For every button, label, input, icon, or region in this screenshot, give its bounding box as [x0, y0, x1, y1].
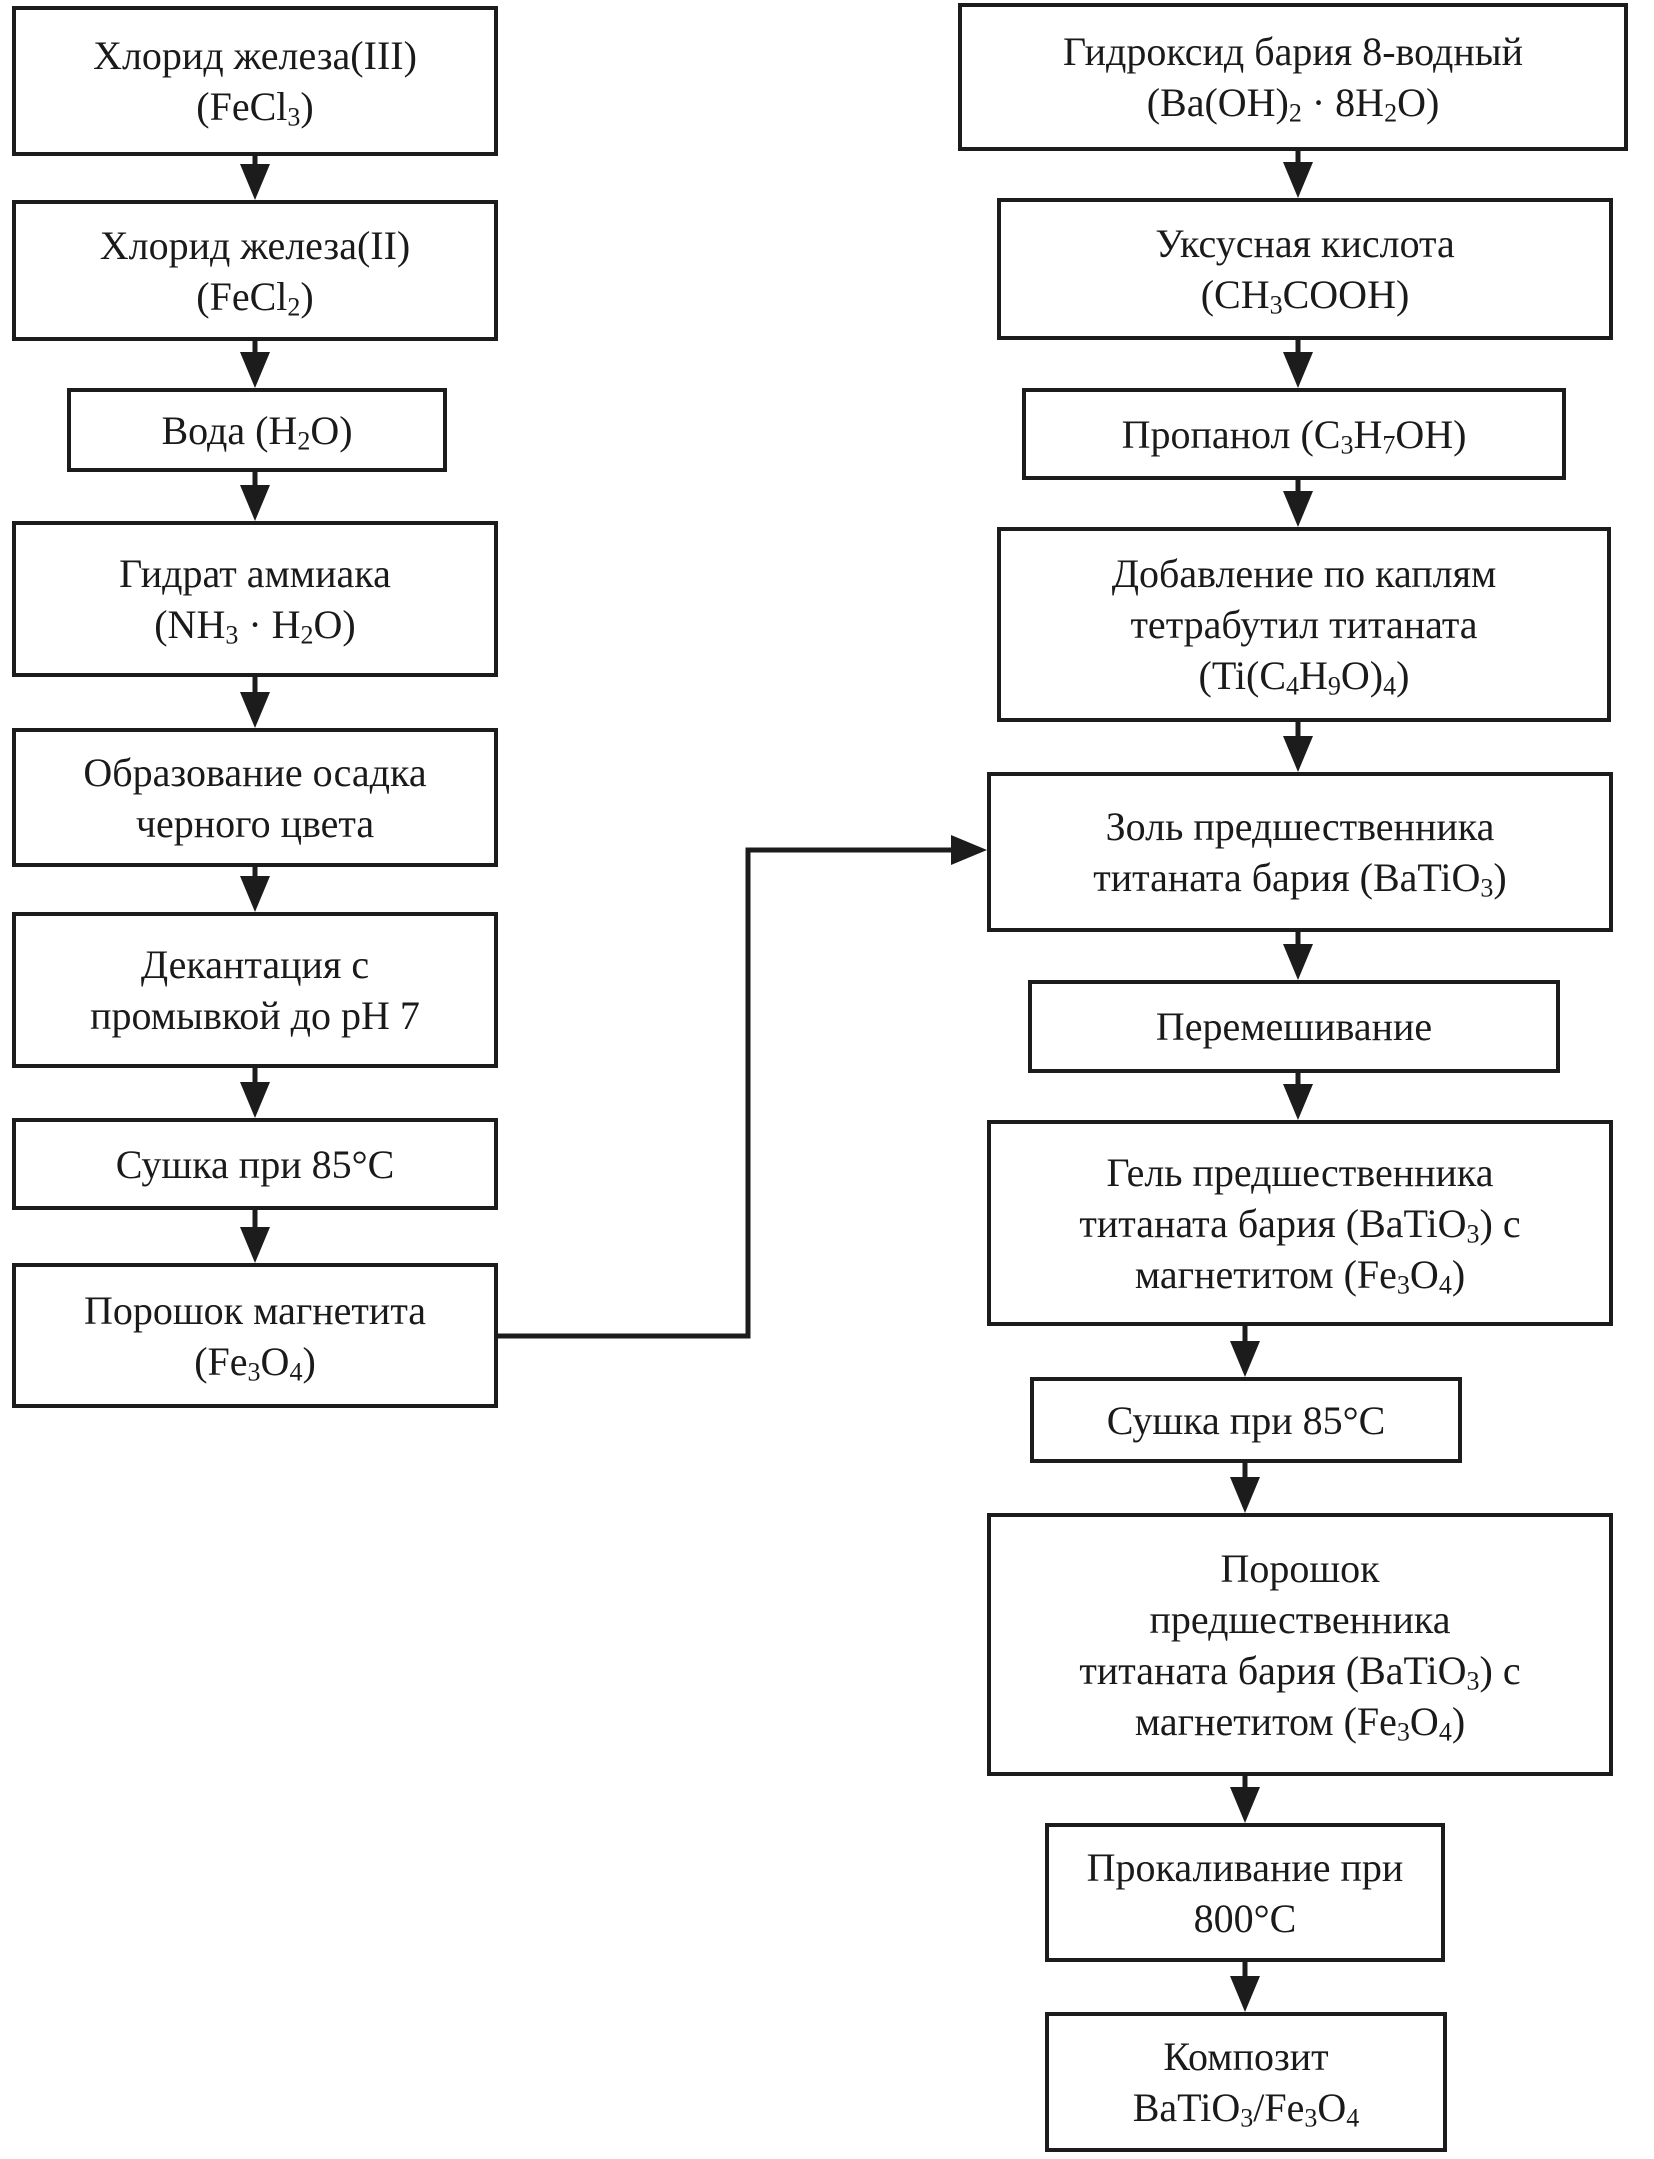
text-segment: · H [238, 602, 301, 647]
flow-line [498, 850, 953, 1336]
formula-subscript: 4 [1438, 1717, 1452, 1747]
text-segment: (Fe [194, 1338, 248, 1384]
text-segment: O) [313, 602, 356, 647]
flow-box-text-line [1156, 1001, 1432, 1052]
text-segment: Гидрат аммиака [119, 551, 391, 596]
text-segment: титаната бария (BaTiO [1079, 1647, 1467, 1693]
flow-box-black-precipitate [12, 728, 498, 867]
text-segment: Уксусная кислота [1155, 221, 1455, 266]
arrow-head [1230, 1477, 1260, 1513]
text-segment: ) [1396, 653, 1410, 698]
formula-subscript: 3 [1304, 2103, 1318, 2133]
text-segment: титаната бария (BaTiO [1093, 855, 1481, 900]
text-segment: черного цвета [135, 800, 375, 846]
flow-box-barium-hydroxide [958, 3, 1628, 151]
arrow-head [1283, 352, 1313, 388]
text-segment: Перемешивание [1155, 1004, 1433, 1049]
formula-subscript: 4 [1438, 1270, 1452, 1300]
flow-box-text-line [1194, 1893, 1297, 1944]
arrow-head [240, 1082, 270, 1118]
arrow-head [240, 692, 270, 728]
flow-box-text-line [1150, 1594, 1451, 1645]
flow-box-text-line [1093, 852, 1506, 903]
flow-box-ammonia-hydrate [12, 521, 498, 677]
text-segment: Сушка при 85°C [115, 1141, 395, 1187]
formula-subscript: 2 [300, 620, 314, 650]
text-segment: Вода (H [161, 407, 298, 453]
text-segment: O) [1397, 80, 1440, 125]
text-segment: (FeCl [196, 84, 288, 129]
arrow-head [1283, 1084, 1313, 1120]
formula-subscript: 4 [1383, 671, 1397, 701]
formula-subscript: 4 [1346, 2103, 1360, 2133]
flow-box-drying-85-left [12, 1118, 498, 1210]
text-segment: Гель предшественника [1106, 1149, 1494, 1195]
text-segment: Образование осадка [83, 749, 427, 795]
text-segment: O [1409, 1251, 1439, 1297]
text-segment: COOH) [1282, 272, 1410, 317]
text-segment: предшественника [1149, 1596, 1451, 1642]
formula-subscript: 2 [1384, 98, 1398, 128]
arrow-head [240, 352, 270, 388]
flow-box-iron3-chloride [12, 6, 498, 156]
arrow-head [240, 164, 270, 200]
text-segment: Золь предшественника [1105, 804, 1495, 849]
text-segment: O [1409, 1698, 1439, 1744]
flow-box-text-line [196, 81, 313, 132]
text-segment: · 8H [1301, 80, 1385, 125]
text-segment: ) [300, 273, 314, 319]
text-segment: O [260, 1338, 290, 1384]
text-segment: ) [1451, 1251, 1466, 1297]
formula-subscript: 2 [297, 426, 311, 456]
formula-subscript: 3 [1340, 430, 1354, 460]
arrow-head [1230, 1341, 1260, 1377]
flow-box-precursor-powder [987, 1513, 1613, 1776]
flow-box-text-line [1135, 1696, 1465, 1747]
text-segment: 800°C [1193, 1895, 1297, 1941]
arrow-head [240, 1227, 270, 1263]
text-segment: Прокаливание при [1086, 1844, 1404, 1890]
arrow-head [1283, 162, 1313, 198]
text-segment: Сушка при 85°C [1106, 1397, 1386, 1443]
formula-subscript: 3 [1480, 873, 1494, 903]
flow-box-decantation-ph7 [12, 912, 498, 1068]
text-segment: Композит [1163, 2034, 1329, 2079]
flow-box-text-line [1122, 409, 1467, 460]
flow-box-text-line [1079, 1198, 1520, 1249]
flow-box-text-line [83, 747, 426, 798]
flow-box-text-line [1155, 218, 1455, 269]
flow-box-acetic-acid [997, 198, 1613, 340]
text-segment: H [1299, 653, 1328, 698]
flow-box-text-line [1199, 650, 1410, 701]
flow-box-calcination-800 [1045, 1823, 1445, 1962]
flow-box-text-line [116, 1139, 395, 1190]
flow-box-text-line [1112, 548, 1497, 599]
flow-box-text-line [1201, 269, 1410, 320]
text-segment: тетрабутил титаната [1130, 602, 1478, 647]
formula-subscript: 3 [1240, 2103, 1254, 2133]
flow-box-text-line [1106, 801, 1495, 852]
flow-box-propanol [1022, 388, 1566, 480]
flow-box-composite-batio3-fe3o4 [1045, 2012, 1447, 2152]
formula-subscript: 3 [1396, 1270, 1410, 1300]
text-segment: O) [310, 407, 353, 453]
text-segment: Хлорид железа(III) [93, 33, 417, 78]
text-segment: Пропанол (C [1121, 411, 1341, 457]
flow-box-iron2-chloride [12, 200, 498, 341]
flow-box-text-line [1220, 1543, 1379, 1594]
formula-subscript: 2 [287, 292, 301, 322]
flow-box-text-line [1106, 1147, 1493, 1198]
text-segment: магнетитом (Fe [1134, 1251, 1397, 1297]
arrow-head [1230, 1787, 1260, 1823]
formula-subscript: 2 [1288, 98, 1302, 128]
flow-box-text-line [1087, 1842, 1404, 1893]
text-segment: (CH [1200, 272, 1270, 317]
flow-box-text-line [161, 405, 352, 456]
text-segment: (Ba(OH) [1146, 80, 1289, 125]
formula-subscript: 3 [287, 102, 301, 132]
text-segment: ) [1451, 1698, 1466, 1744]
text-segment: ) с [1479, 1200, 1521, 1246]
flow-box-batio3-sol [987, 772, 1613, 932]
arrow-head [1283, 736, 1313, 772]
flow-box-text-line [136, 798, 374, 849]
flow-box-text-line [1107, 1395, 1386, 1446]
flow-box-text-line [93, 30, 417, 81]
text-segment: титаната бария (BaTiO [1079, 1200, 1467, 1246]
formula-subscript: 3 [1466, 1219, 1480, 1249]
text-segment: Порошок магнетита [83, 1287, 427, 1333]
formula-subscript: 3 [1466, 1666, 1480, 1696]
flow-box-text-line [194, 1336, 316, 1387]
formula-subscript: 9 [1327, 671, 1341, 701]
text-segment: магнетитом (Fe [1134, 1698, 1397, 1744]
text-segment: ) [302, 1338, 316, 1384]
formula-subscript: 3 [247, 1357, 261, 1387]
text-segment: OH) [1395, 411, 1467, 457]
text-segment: промывкой до pH 7 [90, 993, 420, 1038]
formula-subscript: 7 [1382, 430, 1396, 460]
text-segment: ) [300, 84, 314, 129]
text-segment: O [1317, 2085, 1347, 2130]
flow-box-text-line [90, 990, 420, 1041]
text-segment: (NH [154, 602, 226, 647]
flow-box-text-line [119, 548, 391, 599]
arrow-head [951, 835, 987, 865]
text-segment: /Fe [1253, 2085, 1305, 2130]
flow-box-text-line [1130, 599, 1477, 650]
arrow-head [1230, 1976, 1260, 2012]
text-segment: BaTiO [1132, 2085, 1241, 2130]
text-segment: ) [1493, 855, 1507, 900]
flow-box-text-line [84, 1285, 426, 1336]
text-segment: Порошок [1220, 1545, 1380, 1591]
flow-box-tbt-dropwise-addition [997, 527, 1611, 722]
arrow-head [1283, 944, 1313, 980]
text-segment: O) [1340, 653, 1384, 698]
flow-box-text-line [1133, 2082, 1359, 2133]
text-segment: Гидроксид бария 8-водный [1062, 29, 1524, 74]
flow-box-water [67, 388, 447, 472]
flow-box-text-line [154, 599, 356, 650]
arrow-head [240, 485, 270, 521]
flow-box-text-line [1163, 2031, 1328, 2082]
flow-box-text-line [1079, 1645, 1520, 1696]
text-segment: Декантация с [140, 942, 370, 987]
text-segment: H [1353, 411, 1383, 457]
flow-box-text-line [141, 939, 369, 990]
flow-box-drying-85-right [1030, 1377, 1462, 1463]
flow-box-text-line [100, 220, 411, 271]
formula-subscript: 3 [1396, 1717, 1410, 1747]
text-segment: (FeCl [196, 273, 288, 319]
formula-subscript: 3 [225, 620, 239, 650]
flow-box-text-line [1135, 1249, 1465, 1300]
formula-subscript: 4 [1286, 671, 1300, 701]
text-segment: Хлорид железа(II) [99, 222, 411, 268]
flow-box-text-line [1147, 77, 1440, 128]
arrow-head [240, 876, 270, 912]
arrow-head [1283, 491, 1313, 527]
text-segment: Добавление по каплям [1111, 551, 1497, 596]
flow-box-stirring [1028, 980, 1560, 1073]
flow-box-magnetite-powder [12, 1263, 498, 1408]
flow-box-batio3-gel [987, 1120, 1613, 1326]
flow-box-text-line [196, 271, 313, 322]
flow-box-text-line [1063, 26, 1523, 77]
formula-subscript: 4 [289, 1357, 303, 1387]
text-segment: ) с [1479, 1647, 1521, 1693]
text-segment: (Ti(C [1198, 653, 1287, 698]
formula-subscript: 3 [1269, 290, 1283, 320]
